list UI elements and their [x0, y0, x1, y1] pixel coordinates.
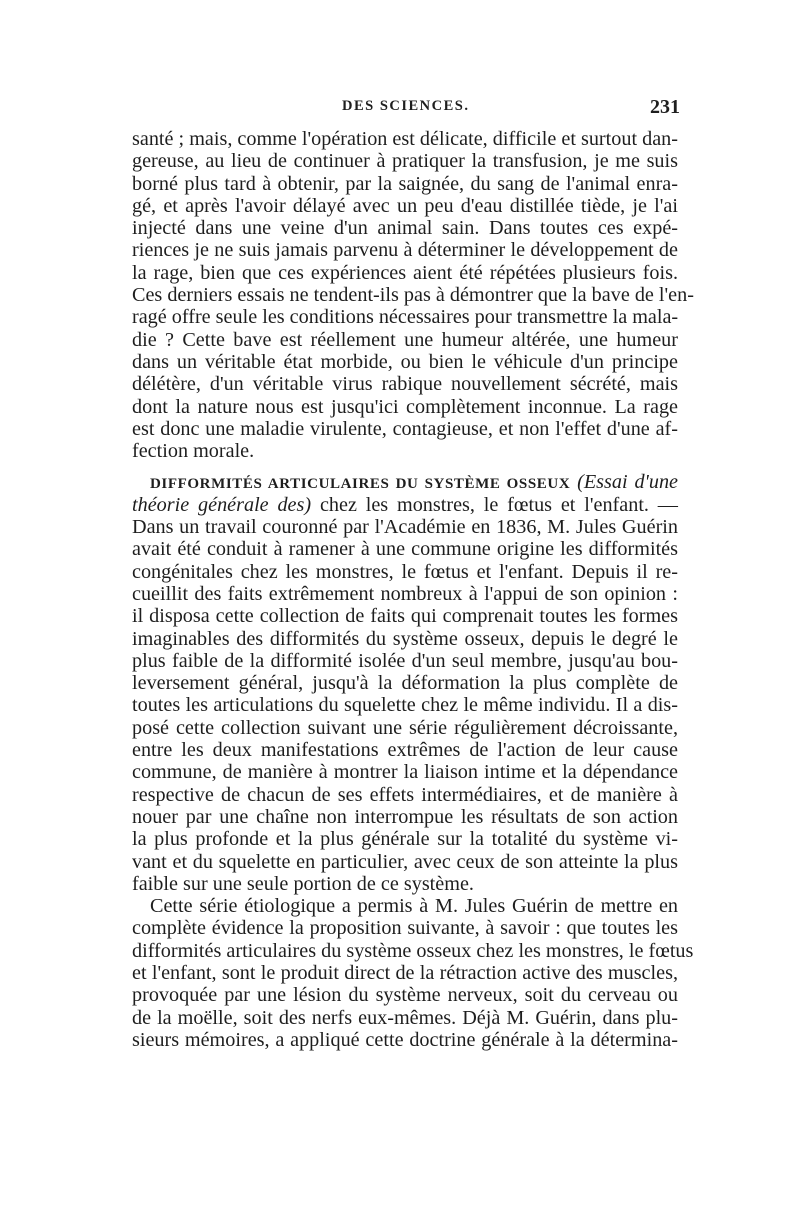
text-line: et l'enfant, sont le produit direct de la rétraction active des muscles, [132, 961, 678, 984]
text-line: plus faible de la difformité isolée d'un seul membre, jusqu'au bou- [132, 649, 678, 672]
text-line: Cette série étiologique a permis à M. Jules Guérin de mettre en [150, 895, 678, 918]
paragraph-difformites [132, 471, 678, 895]
text-line: la rage, bien que ces expériences aient été répétées plusieurs fois. [132, 261, 678, 284]
text-line: entre les deux manifestations extrêmes de l'action de leur cause [132, 739, 678, 762]
text-line: gé, et après l'avoir délayé avec un peu d'eau distillée tiède, je l'ai [132, 194, 678, 217]
section-heading-line [132, 471, 678, 493]
text-line [132, 494, 678, 516]
body-text [132, 128, 694, 1051]
section-heading: DIFFORMITÉS ARTICULAIRES DU SYSTÈME OSSEUX [150, 476, 571, 493]
heading-italic: (Essai d'une [577, 471, 678, 494]
text-line: cueillit des faits extrêmement nombreux à l'appui de son opinion : [132, 582, 678, 605]
paragraph-rage [132, 128, 694, 463]
text-line: délétère, d'un véritable virus rabique nouvellement sécrété, mais [132, 373, 678, 396]
text-line: avait été conduit à ramener à une commune origine les difformités [132, 538, 678, 561]
text-line: provoquée par une lésion du système nerveux, soit du cerveau ou [132, 984, 678, 1007]
text-line: difformités articulaires du système osseux chez les monstres, le fœtus [132, 939, 694, 962]
text-line: injecté dans une veine d'un animal sain. Dans toutes ces expé- [132, 217, 678, 240]
text-line: sieurs mémoires, a appliqué cette doctrine générale à la détermina- [132, 1028, 678, 1051]
text-line: est donc une maladie virulente, contagieuse, et non l'effet d'une af- [132, 417, 678, 440]
text-line: leversement général, jusqu'à la déformation la plus complète de [132, 672, 678, 695]
text-line: complète évidence la proposition suivante, à savoir : que toutes les [132, 917, 678, 940]
text-line: dont la nature nous est jusqu'ici complètement inconnue. La rage [132, 395, 678, 418]
text-line: respective de chacun de ses effets intermédiaires, et de manière à [132, 783, 678, 806]
paragraph-etiologie [132, 895, 694, 1051]
page-number: 231 [650, 96, 680, 118]
heading-italic-continued: théorie générale des) [132, 493, 312, 516]
text-line: fection morale. [132, 440, 255, 463]
running-header [132, 96, 680, 124]
text-line: Ces derniers essais ne tendent-ils pas à démontrer que la bave de l'en- [132, 284, 694, 307]
text-line: posé cette collection suivant une série régulièrement décroissante, [132, 716, 678, 739]
text-line: ragé offre seule les conditions nécessaires pour transmettre la mala- [132, 306, 679, 329]
text-line: commune, de manière à montrer la liaison intime et la dépendance [132, 761, 678, 784]
text-line: de la moëlle, soit des nerfs eux-mêmes. Déjà M. Guérin, dans plu- [132, 1006, 678, 1029]
text-line: nouer par une chaîne non interrompue les résultats de son action [132, 805, 678, 828]
text-line: faible sur une seule portion de ce système. [132, 872, 474, 895]
text-line: riences je ne suis jamais parvenu à déterminer le développement de [132, 239, 678, 262]
text-line: gereuse, au lieu de continuer à pratiquer la transfusion, je me suis [132, 150, 678, 173]
text-line: die ? Cette bave est réellement une humeur altérée, une humeur [132, 328, 678, 351]
text-line: la plus profonde et la plus générale sur la totalité du système vi- [132, 828, 678, 851]
text-line: toutes les articulations du squelette chez le même individu. Il a dis- [132, 694, 678, 717]
text-line: il disposa cette collection de faits qui comprenait toutes les formes [132, 605, 678, 628]
text-line: congénitales chez les monstres, le fœtus et l'enfant. Depuis il re- [132, 560, 678, 583]
text-line: borné plus tard à obtenir, par la saignée, du sang de l'animal enra- [132, 172, 678, 195]
text-line: dans un véritable état morbide, ou bien le véhicule d'un principe [132, 350, 678, 373]
running-title: DES SCIENCES. [342, 98, 470, 114]
text-line: Dans un travail couronné par l'Académie en 1836, M. Jules Guérin [132, 516, 678, 539]
text-line: vant et du squelette en particulier, avec ceux de son atteinte la plus [132, 850, 678, 873]
text-line: imaginables des difformités du système osseux, depuis le degré le [132, 627, 678, 650]
text-line: santé ; mais, comme l'opération est délicate, difficile et surtout dan- [132, 128, 678, 150]
heading-line-rest: chez les monstres, le fœtus et l'enfant. — [311, 493, 678, 516]
